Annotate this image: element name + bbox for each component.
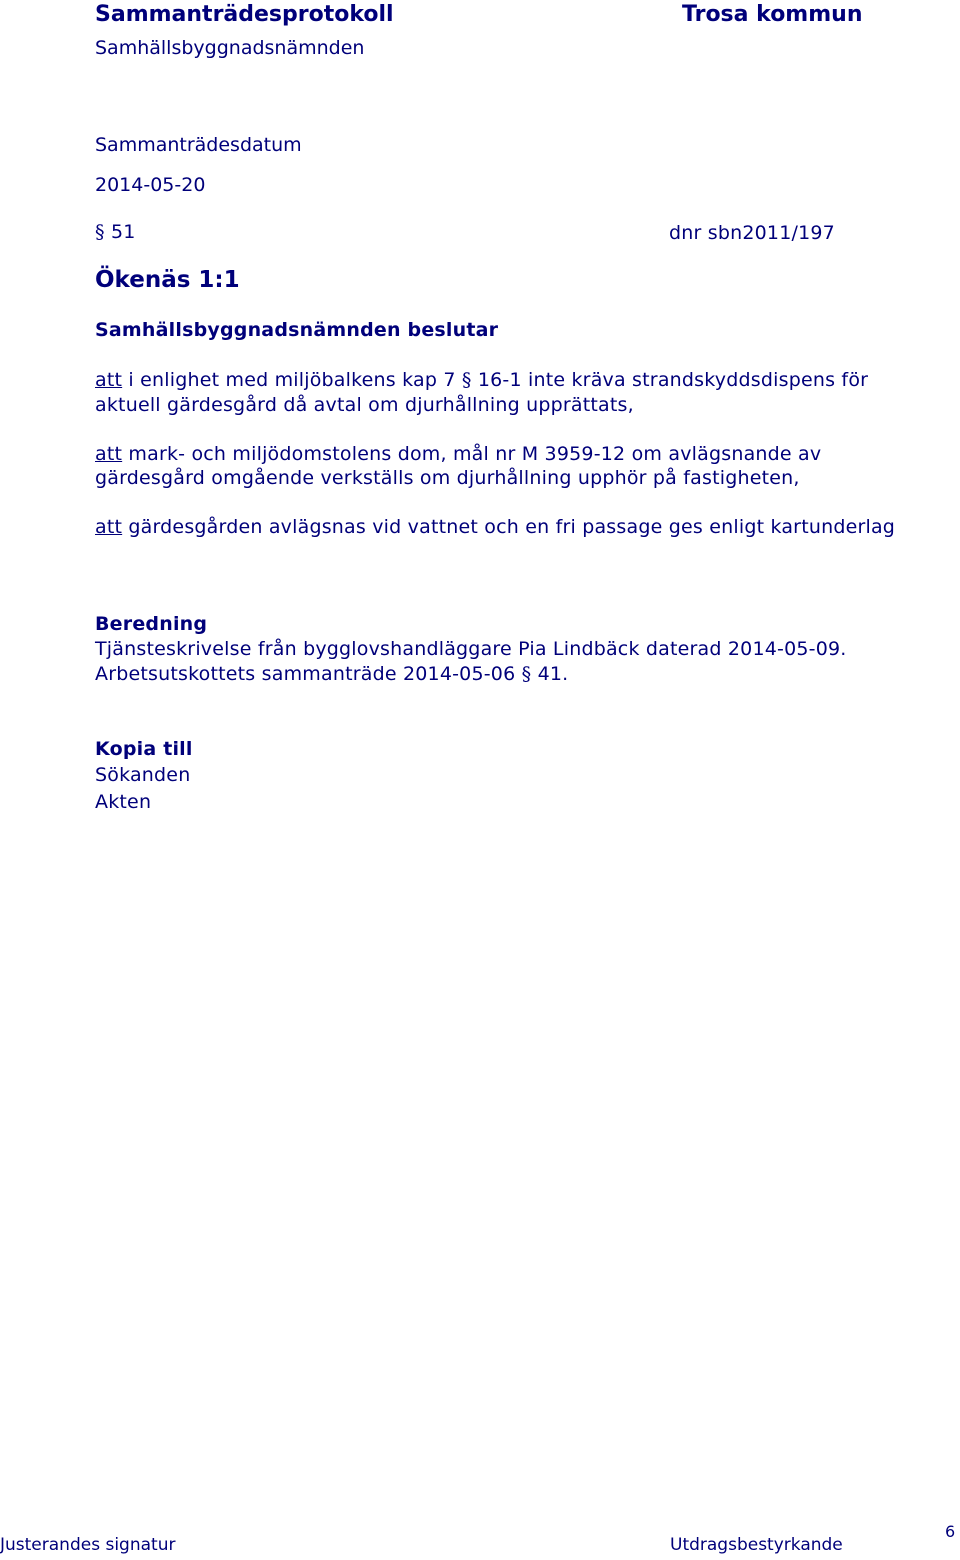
preparation-line-2: Arbetsutskottets sammanträde 2014-05-06 § 41. [95,663,569,685]
decision-clause-1-line-1: att i enlighet med miljöbalkens kap 7 § 16-1 inte kräva strandskyddsdispens för [95,369,869,391]
copy-recipient: Akten [95,791,152,813]
document-type-title: Sammanträdesprotokoll [95,2,394,27]
municipality-name: Trosa kommun [682,2,863,27]
dnr-reference: dnr sbn2011/197 [669,222,835,244]
section-symbol: § [95,221,105,243]
decision-clause-2-line-2: gärdesgård omgående verkställs om djurhållning upphör på fastigheten, [95,467,800,489]
preparation-line-1: Tjänsteskrivelse från bygglovshandläggare Pia Lindbäck daterad 2014-05-09. [95,638,847,660]
decision-heading: Samhällsbyggnadsnämnden beslutar [95,319,499,341]
item-number: 51 [110,221,136,243]
signature-label: Justerandes signatur [0,1535,176,1555]
copies-heading: Kopia till [95,738,193,760]
meeting-date: 2014-05-20 [95,174,206,196]
meeting-date-label: Sammanträdesdatum [95,134,302,156]
decision-clause-3-line-1: att gärdesgården avlägsnas vid vattnet och en fri passage ges enligt kartunderlag [95,516,896,538]
page-number: 6 [945,1522,956,1541]
att-keyword: att [95,443,123,465]
att-keyword: att [95,516,123,538]
item-number-line [95,221,136,243]
att-keyword: att [95,369,123,391]
item-title: Ökenäs 1:1 [95,267,240,293]
decision-clause-1-line-2: aktuell gärdesgård då avtal om djurhållning upprättats, [95,394,634,416]
decision-clause-2-line-1: att mark- och miljödomstolens dom, mål nr M 3959-12 om avlägsnande av [95,443,822,465]
preparation-heading: Beredning [95,613,208,635]
copy-recipient: Sökanden [95,764,191,786]
certification-label: Utdragsbestyrkande [670,1535,843,1555]
section-symbol: § [461,369,472,391]
section-symbol: § [521,663,532,685]
committee-name: Samhällsbyggnadsnämnden [95,37,365,59]
